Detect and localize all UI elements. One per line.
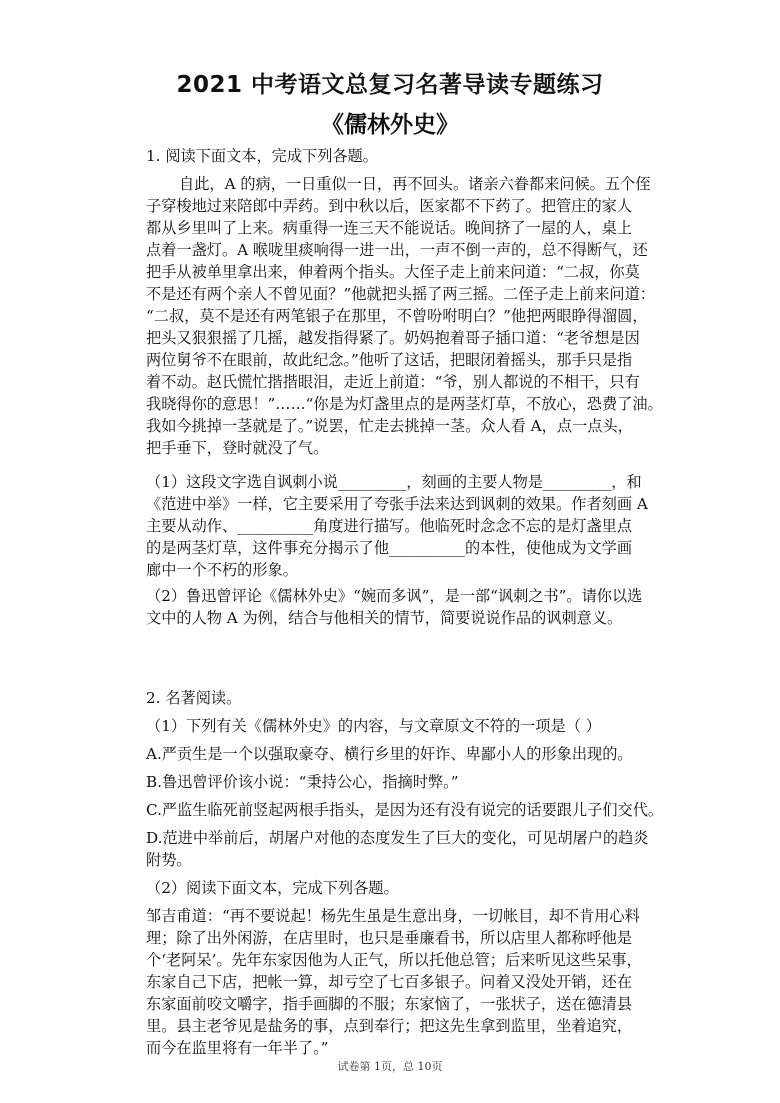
passage-2-line: 邹吉甫道：“再不要说起！杨先生虽是生意出身，一切帐目，却不肯用心料: [146, 907, 640, 925]
question-1-heading: 1. 阅读下面文本，完成下列各题。: [146, 147, 378, 165]
passage-line: 自此，A 的病，一日重似一日，再不回头。诸亲六眷都来问候。五个侄: [179, 175, 651, 193]
passage-line: 把头又狠狠摇了几摇，越发指得紧了。奶妈抱着哥子插口道：“老爷想是因: [146, 329, 640, 347]
page-title: 2021 中考语文总复习名著导读专题练习: [176, 72, 604, 98]
passage-line: 两位舅爷不在眼前，故此纪念。”他听了这话，把眼闭着摇头，那手只是指: [146, 351, 633, 369]
passage-2-line: 而今在监里将有一年半了。”: [146, 1039, 329, 1057]
subquestion-1-1: （1）这段文字选自讽刺小说_________，刻画的主要人物是_________，和: [146, 473, 642, 491]
passage-line: 把手垂下，登时就没了气。: [146, 439, 329, 457]
passage-line: 子穿梭地过来陪郎中弄药。到中秋以后，医家都不下药了。把管庄的家人: [146, 197, 632, 215]
subquestion-1-1-line: 主要从动作、__________角度进行描写。他临死时念念不忘的是灯盏里点: [146, 517, 632, 535]
page-footer: 试卷第 1页，总 10页: [337, 1060, 443, 1073]
passage-2-line: 理；除了出外闲游，在店里时，也只是垂廉看书，所以店里人都称呼他是: [146, 929, 632, 947]
passage-line: 把手从被单里拿出来，伸着两个指头。大侄子走上前来问道：“二叔，你莫: [146, 263, 640, 281]
passage-2-line: 个‘老阿呆’。先年东家因他为人正气，所以托他总管；后来听见这些呆事，: [146, 951, 642, 969]
option-c: C.严监生临死前竖起两根手指头，是因为还有没有说完的话要跟儿子们交代。: [146, 801, 664, 819]
passage-line: “二叔，莫不是还有两笔银子在那里，不曾吩咐明白？”他把两眼睁得溜圆，: [146, 307, 648, 325]
passage-line: 我晓得你的意思！”……“你是为灯盏里点的是两茎灯草，不放心，恐费了油。: [146, 395, 663, 413]
passage-line: 我如今挑掉一茎就是了。”说罢，忙走去挑掉一茎。众人看 A，点一点头，: [146, 417, 633, 435]
option-d-continued: 附势。: [146, 851, 192, 869]
passage-line: 着不动。赵氏慌忙揩揩眼泪，走近上前道：“爷，别人都说的不相干，只有: [146, 373, 640, 391]
page-subtitle: 《儒林外史》: [321, 112, 459, 138]
subquestion-1-1-line: 廊中一个不朽的形象。: [146, 561, 298, 579]
subquestion-1-2: （2）鲁迅曾评论《儒林外史》“婉而多讽”，是一部“讽刺之书”。请你以选: [146, 587, 643, 605]
option-a: A.严贡生是一个以强取豪夺、横行乡里的奸诈、卑鄙小人的形象出现的。: [146, 745, 633, 763]
passage-line: 点着一盏灯。A 喉咙里痰响得一进一出，一声不倒一声的，总不得断气，还: [146, 241, 648, 259]
subquestion-1-1-line: 《范进中举》一样，它主要采用了夸张手法来达到讽刺的效果。作者刻画 A: [146, 495, 648, 513]
option-d: D.范进中举前后，胡屠户对他的态度发生了巨大的变化，可见胡屠户的趋炎: [146, 829, 649, 847]
passage-line: 都从乡里叫了上来。病重得一连三天不能说话。晚间挤了一屋的人，桌上: [146, 219, 632, 237]
option-b: B.鲁迅曾评价该小说：“秉持公心，指摘时弊。”: [146, 773, 459, 791]
subquestion-2-2: （2）阅读下面文本，完成下列各题。: [146, 879, 399, 897]
passage-2-line: 东家面前咬文嚼字，指手画脚的不服；东家恼了，一张状子，送在德清县: [146, 995, 632, 1013]
question-2-heading: 2. 名著阅读。: [146, 689, 242, 707]
passage-2-line: 东家自己下店，把帐一算，却亏空了七百多银子。问着又没处开销，还在: [146, 973, 632, 991]
passage-2-line: 里。县主老爷见是盐务的事，点到奉行；把这先生拿到监里，坐着追究，: [146, 1017, 632, 1035]
subquestion-1-1-line: 的是两茎灯草，这件事充分揭示了他__________的本性，使他成为文学画: [146, 539, 632, 557]
passage-line: 不是还有两个亲人不曾见面？”他就把头摇了两三摇。二侄子走上前来问道：: [146, 285, 655, 303]
subquestion-2-1: （1）下列有关《儒林外史》的内容，与文章原文不符的一项是（ ）: [146, 717, 601, 735]
subquestion-1-2-line: 文中的人物 A 为例，结合与他相关的情节，简要说说作品的讽刺意义。: [146, 609, 623, 627]
